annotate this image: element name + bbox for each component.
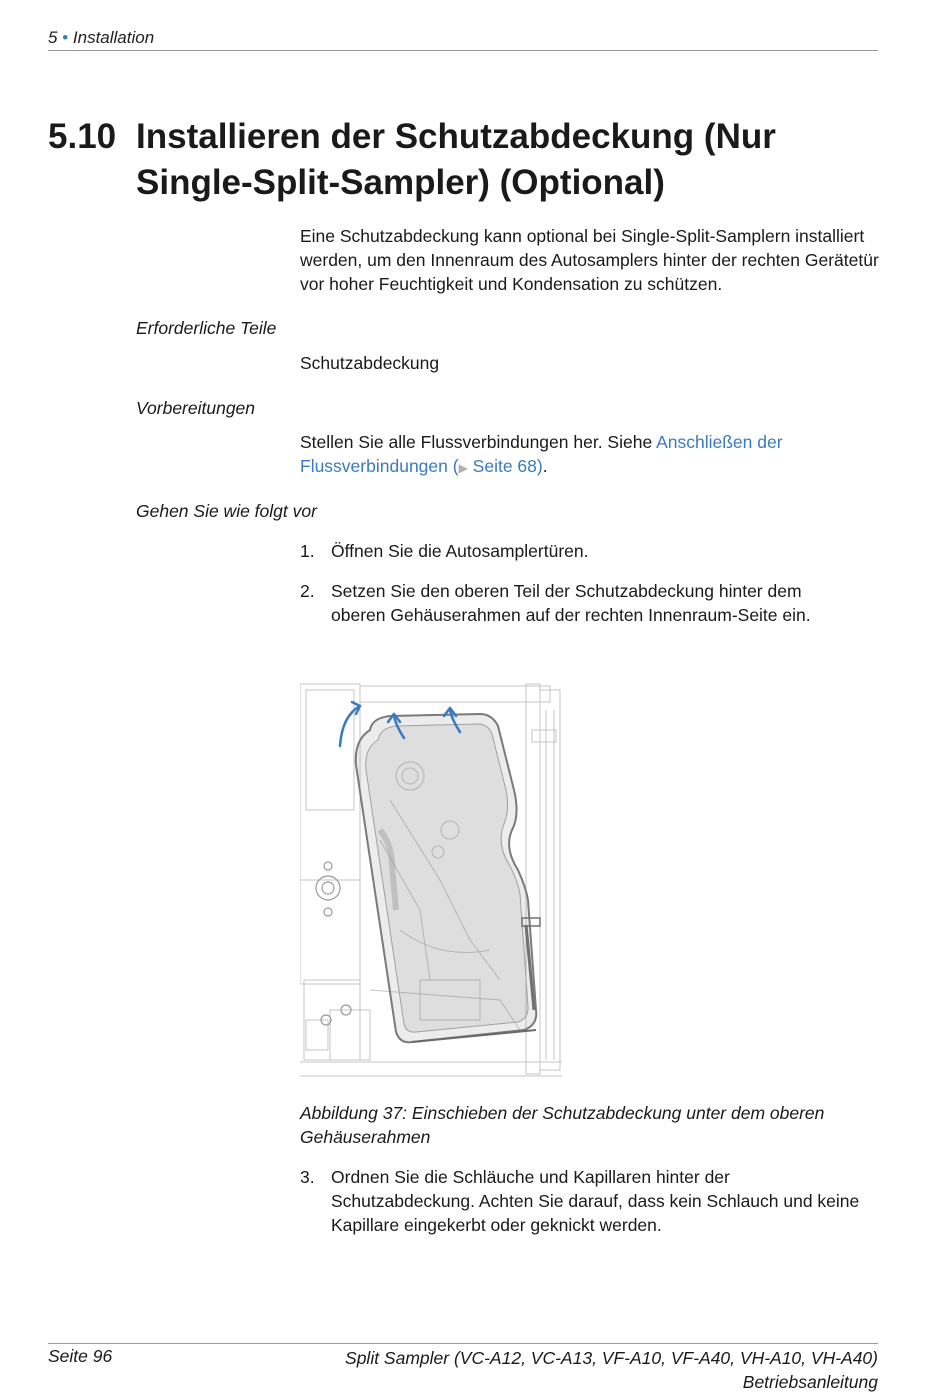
running-header [48,28,154,48]
preparations-text: Stellen Sie alle Flussverbindungen her. Siehe [300,432,657,452]
figure-illustration [300,680,562,1090]
section-title: Installieren der Schutzabdeckung (Nur Single-Split-Sampler) (Optional) [136,117,776,202]
preparations-paragraph [300,430,860,480]
footer-doc-type: Betriebsanleitung [742,1372,878,1392]
cover-drawing [300,680,562,1090]
page-arrow-icon: ▶ [458,461,468,475]
figure-caption: Abbildung 37: Einschieben der Schutzabdeckung unter dem oberen Gehäuserahmen [300,1103,825,1147]
step-number: 3. [300,1167,315,1187]
step-number: 1. [300,541,315,561]
preparations-label: Vorbereitungen [136,398,256,418]
step-text: Ordnen Sie die Schläuche und Kapillaren hinter der Schutzabdeckung. Achten Sie darauf, dass kein Schlauch und keine Kapillare eingekerbt oder geknickt werden. [331,1167,860,1235]
bullet-dot-icon: • [62,28,69,47]
chapter-number: 5 [48,28,58,47]
procedure-label: Gehen Sie wie folgt vor [136,501,317,521]
footer-document-info [345,1346,878,1394]
chapter-title: Installation [72,28,155,47]
intro-paragraph: Eine Schutzabdeckung kann optional bei Single-Split-Samplern installiert werden, um den Innenraum des Autosamplers hinter der rechten Gerätetür vor hoher Feuchtigkeit und Kondensation zu schützen. [300,226,879,294]
link-text: Anschließen der Flussverbindungen ( [300,432,783,476]
required-parts-label: Erforderliche Teile [136,318,277,338]
required-parts-text: Schutzabdeckung [300,353,440,373]
step-text: Setzen Sie den oberen Teil der Schutzabdeckung hinter dem oberen Gehäuserahmen auf der rechten Innenraum-Seite ein. [331,581,811,625]
link-page: Seite 68) [467,456,543,476]
step-text: Öffnen Sie die Autosamplertüren. [331,541,589,561]
footer-rule [48,1343,878,1344]
step-number: 2. [300,581,315,601]
section-number: 5.10 [48,117,117,156]
header-rule [48,50,878,51]
preparations-suffix: . [542,456,548,476]
step-item [300,1165,865,1237]
step-item [300,539,880,563]
step-item [300,579,860,627]
page-number: Seite 96 [48,1346,113,1366]
footer-product: Split Sampler (VC-A12, VC-A13, VF-A10, VF-A40, VH-A10, VH-A40) [345,1348,878,1368]
